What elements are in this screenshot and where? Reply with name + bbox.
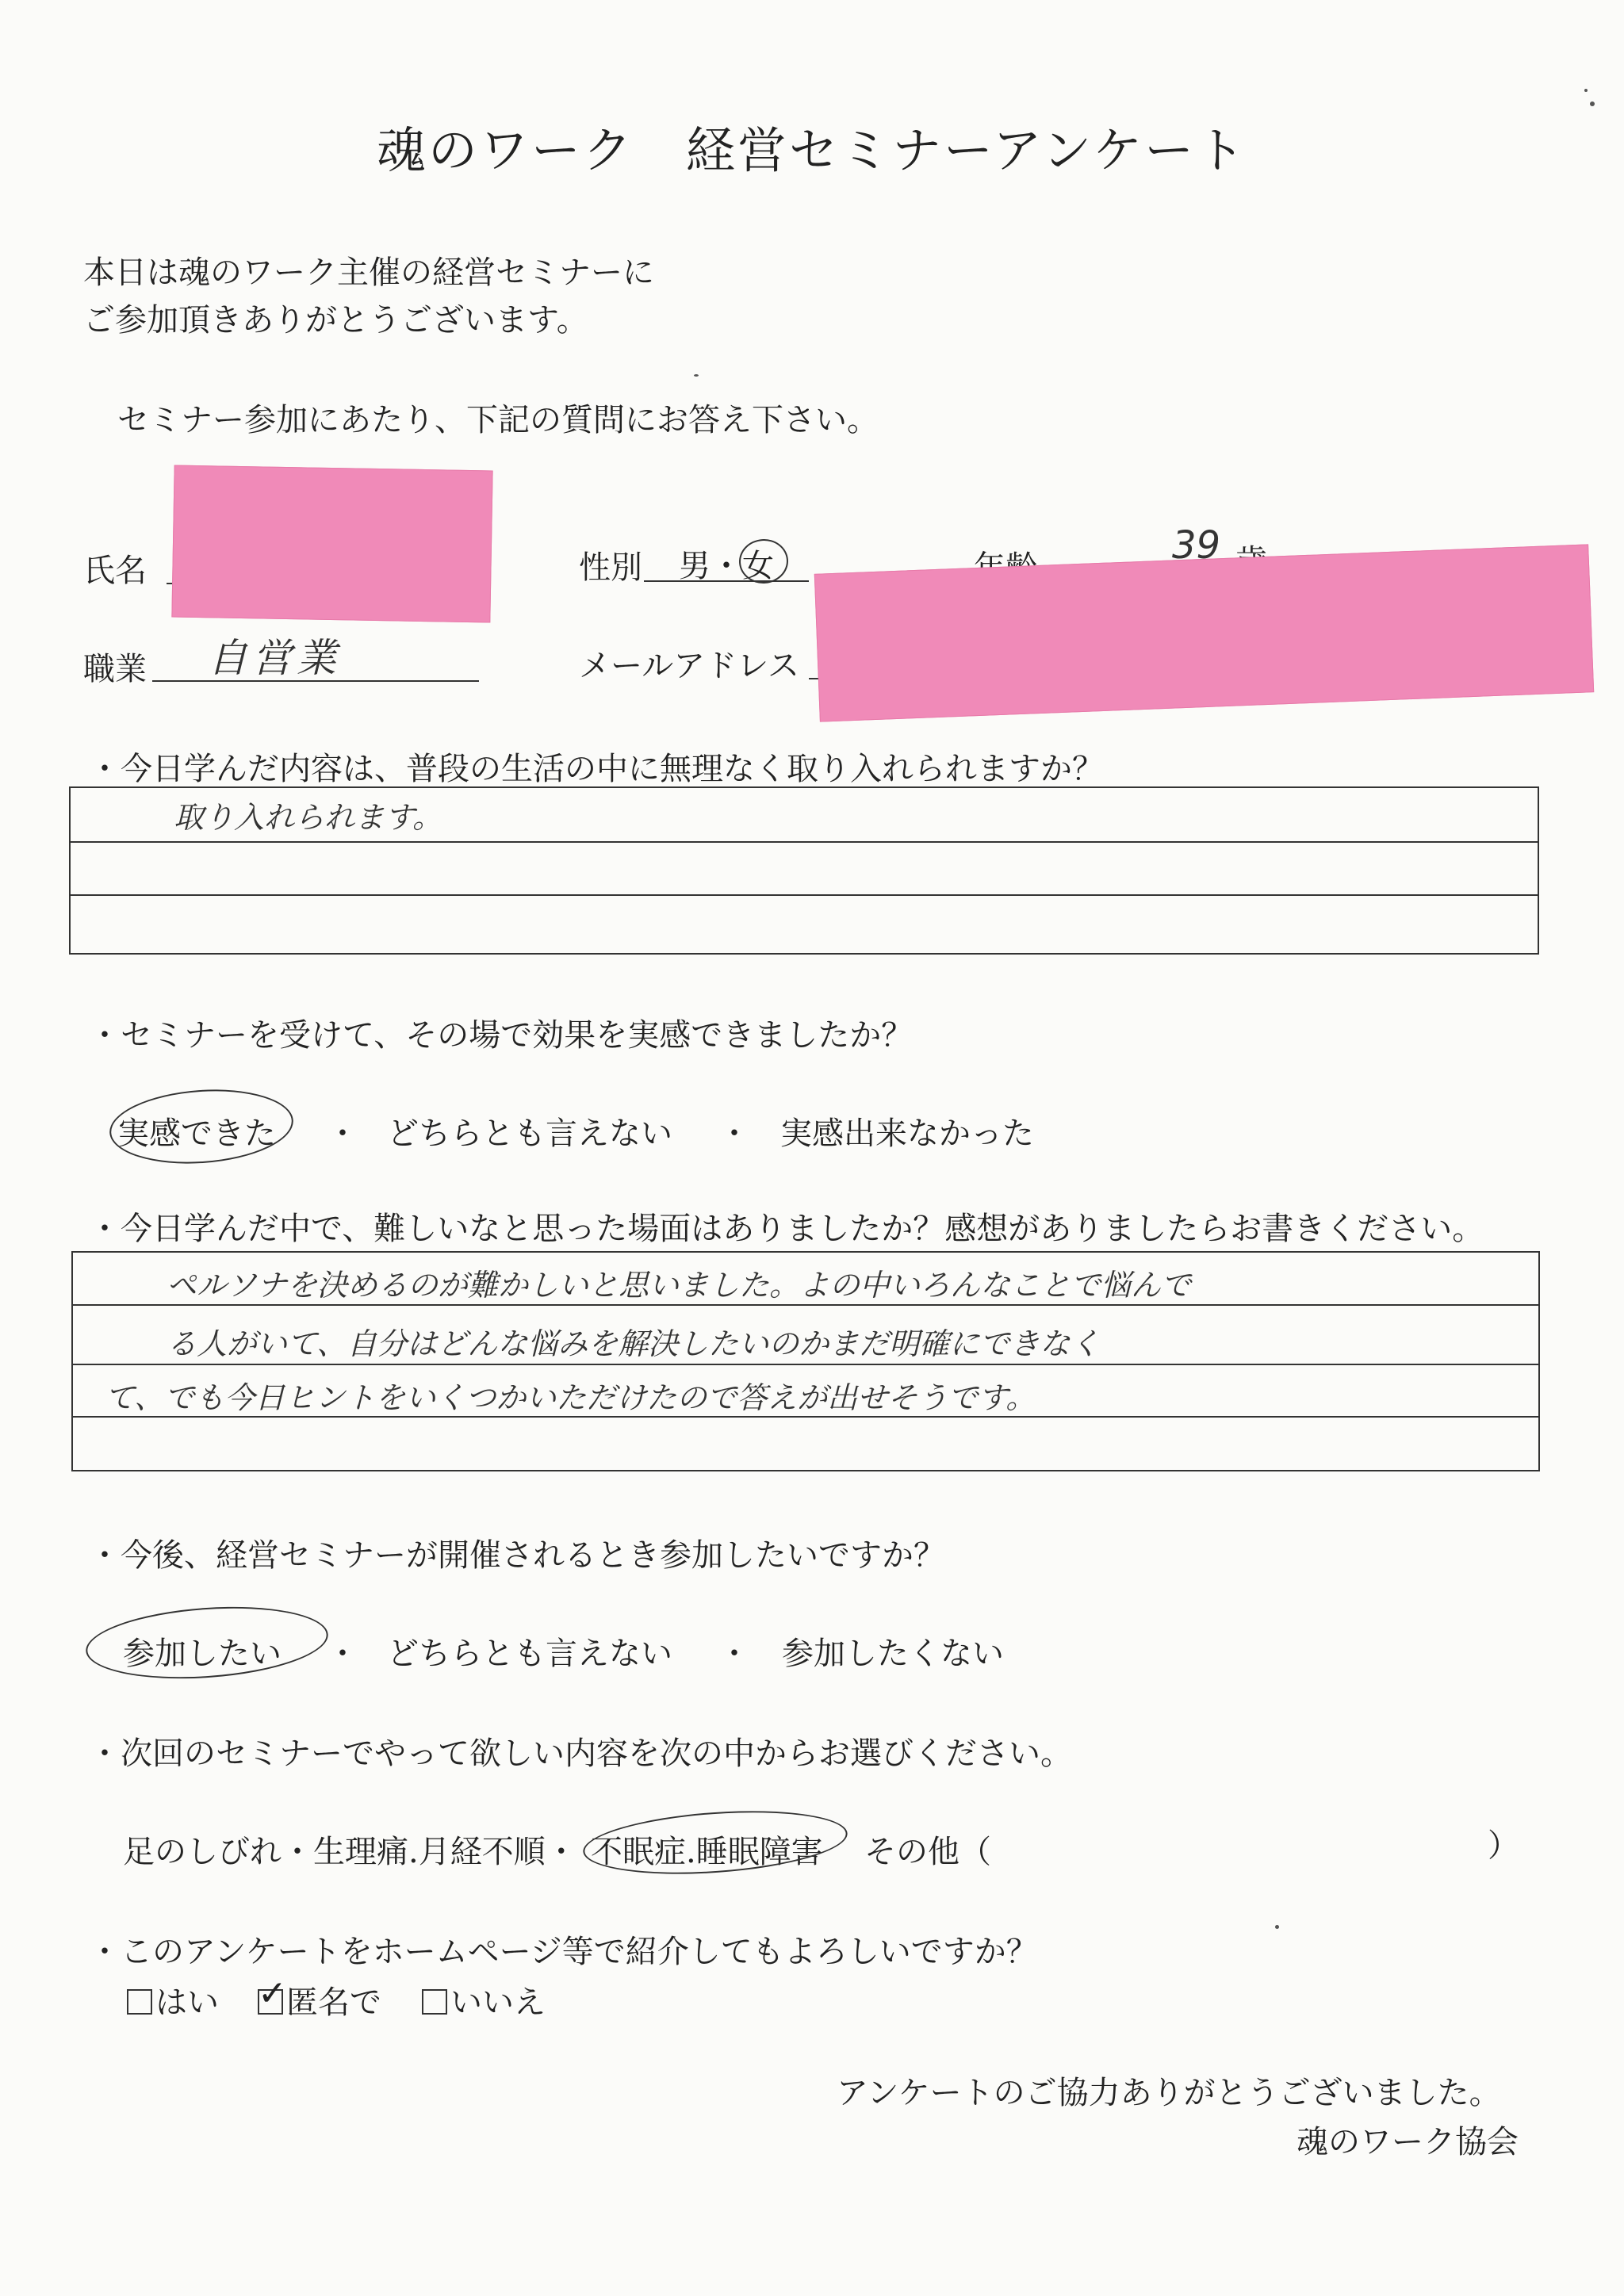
q4-option-2[interactable]: どちらとも言えない	[387, 1636, 672, 1672]
q5-question: ・次回のセミナーでやって欲しい内容を次の中からお選びください。	[89, 1735, 1072, 1772]
q5-options-a[interactable]: 足のしびれ・生理痛.月経不順・	[123, 1834, 577, 1870]
checkbox-anonymous[interactable]	[258, 1973, 287, 2015]
intro-line-1: 本日は魂のワーク主催の経営セミナーに	[83, 254, 654, 291]
q2-selected-circle	[107, 1084, 296, 1169]
job-value: 自営業	[208, 635, 341, 681]
checkbox-no[interactable]	[422, 1989, 447, 2015]
q5-options-b[interactable]: 不眠症.睡眠障害	[591, 1834, 823, 1870]
q3-answer-line-3: て、でも今日ヒントをいくつかいただけたので答えが出せそうです。	[105, 1380, 1036, 1415]
checkbox-yes[interactable]	[127, 1989, 152, 2015]
scan-speck	[1275, 1925, 1279, 1929]
q1-answer-line-1: 取り入れられます。	[174, 800, 442, 835]
check-mark-icon: ✓	[258, 1973, 287, 2014]
q2-separator-1: ・	[327, 1115, 358, 1152]
q2-option-2[interactable]: どちらとも言えない	[387, 1115, 672, 1152]
q4-option-3[interactable]: 参加したくない	[782, 1636, 1004, 1672]
redaction-sticker-email	[814, 544, 1594, 721]
closing-organization: 魂のワーク協会	[1297, 2124, 1519, 2160]
q4-separator-1: ・	[327, 1636, 358, 1672]
q2-option-1[interactable]: 実感できた	[117, 1115, 276, 1152]
scan-speck	[1584, 89, 1588, 92]
q3-answer-box[interactable]	[71, 1251, 1540, 1471]
q2-separator-2: ・	[718, 1115, 750, 1152]
instruction-text: セミナー参加にあたり、下記の質問にお答え下さい。	[117, 402, 879, 438]
redaction-sticker-name	[171, 465, 492, 623]
scan-speck	[1590, 101, 1595, 106]
q2-option-3[interactable]: 実感出来なかった	[780, 1115, 1034, 1152]
q3-question: ・今日学んだ中で、難しいなと思った場面はありましたか？感想がありましたらお書きください。	[89, 1211, 1484, 1247]
intro-line-2: ご参加頂きありがとうございます。	[83, 302, 588, 339]
job-label: 職業	[83, 651, 147, 687]
q4-option-1[interactable]: 参加したい	[123, 1636, 282, 1672]
q2-question: ・セミナーを受けて、その場で効果を実感できましたか？	[89, 1017, 914, 1054]
page-title: 魂のワーク 経営セミナーアンケート	[376, 121, 1248, 179]
q1-question: ・今日学んだ内容は、普段の生活の中に無理なく取り入れられますか？	[89, 751, 1104, 787]
q5-other-label: その他（	[864, 1834, 991, 1870]
gender-label: 性別	[579, 549, 642, 586]
q3-answer-line-2: る人がいて、自分はどんな悩みを解決したいのかまだ明確にできなく	[167, 1326, 1101, 1361]
q6-option-no[interactable]: いいえ	[422, 1977, 546, 2022]
email-label: メールアドレス	[579, 648, 799, 684]
q4-question: ・今後、経営セミナーが開催されるとき参加したいですか？	[89, 1537, 945, 1574]
scan-speck	[694, 374, 699, 377]
q6-option-anonymous[interactable]: ✓ 匿名で	[258, 1973, 381, 2021]
name-label: 氏名	[83, 553, 147, 589]
q4-selected-circle	[83, 1599, 330, 1686]
q1-answer-box[interactable]	[69, 786, 1539, 955]
q3-answer-line-1: ペルソナを決めるのが難かしいと思いました。よの中いろんなことで悩んで	[167, 1268, 1192, 1303]
q6-question: ・このアンケートをホームページ等で紹介してもよろしいですか？	[89, 1934, 1038, 1970]
q6-option-yes[interactable]: はい	[127, 1977, 219, 2022]
q4-separator-2: ・	[718, 1636, 750, 1672]
age-value: 39	[1172, 523, 1221, 568]
gender-options: 男・女	[679, 548, 774, 584]
q5-other-close: ）	[1488, 1827, 1519, 1864]
closing-thanks: アンケートのご協力ありがとうございました。	[837, 2075, 1501, 2111]
